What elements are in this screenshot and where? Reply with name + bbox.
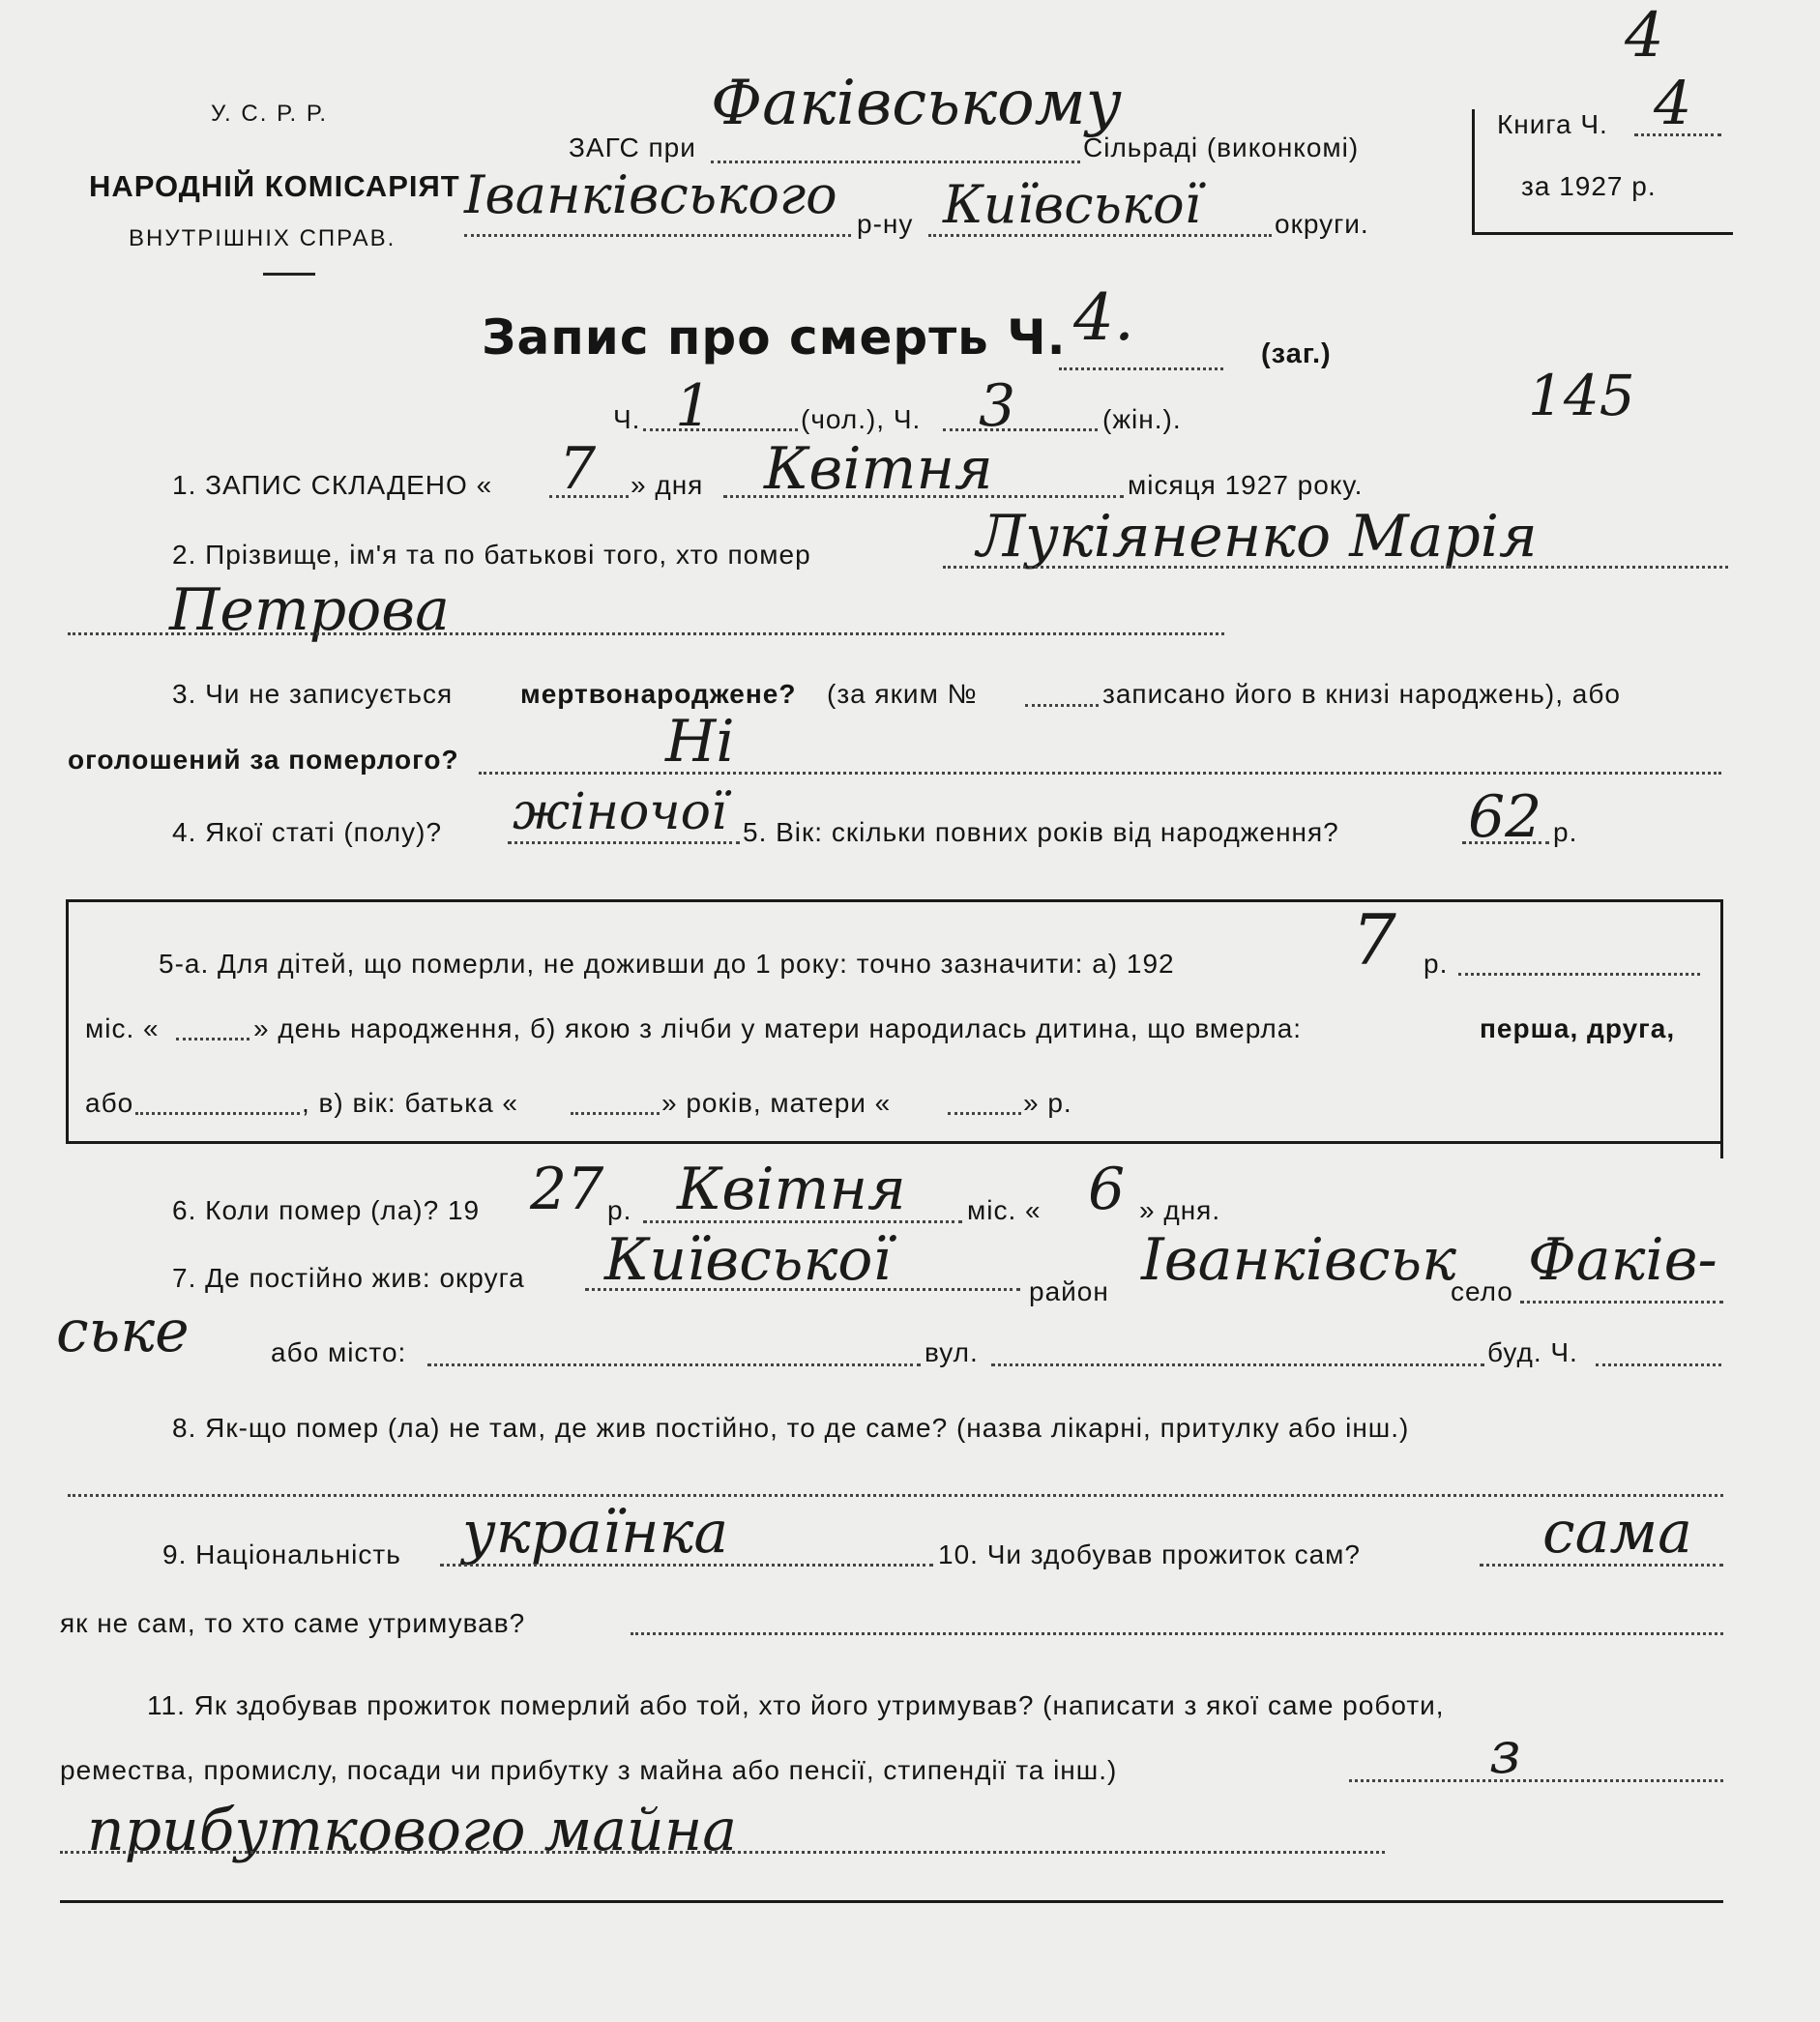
f7-selo2-handwritten: ське [56,1298,190,1365]
okruga-handwritten: Київської [943,174,1201,235]
f10-label: 10. Чи здобував прожиток сам? [938,1539,1361,1569]
f7-selo-line [1520,1301,1723,1304]
f5-handwritten: 62 [1468,783,1542,851]
f6-day-handwritten: 6 [1088,1156,1126,1223]
bottom-rule [60,1900,1723,1903]
f7-okruga-line [585,1288,1020,1291]
rayon-label: р-ну [857,209,914,239]
f3-stillborn: мертвонароджене? [520,679,797,709]
f5a-father-line [571,1112,660,1115]
box-5a-right [1720,899,1723,1158]
f3-label2: (за яким № [827,679,978,709]
f4-line [508,841,740,844]
f2-line2 [68,632,1224,635]
f1-day-handwritten: 7 [559,435,597,503]
f3-number-line [1025,704,1099,707]
f5a-line2-bold: перша, друга, [1480,1013,1676,1043]
f6-mis: міс. « [967,1195,1042,1225]
rayon-handwritten: Іванківського [464,164,837,225]
f5a-other-line [135,1112,300,1115]
f1-day-line [549,495,629,498]
box-5a-top [66,899,1723,902]
rayon-line [464,234,851,237]
f10-handwritten: сама [1542,1499,1692,1567]
f5a-line2b: » день народження, б) якою з лічби у матери народилась дитина, що вмерла: [253,1013,1303,1043]
f8-label: 8. Як-що помер (ла) не там, де жив постійно, то де саме? (назва лікарні, притулку або інш.) [172,1413,1410,1443]
f11-line1: 11. Як здобував прожиток померлий або той, хто його утримував? (написати з якої саме роботи, [147,1690,1445,1720]
f3-line [479,772,1721,775]
zags-line [711,161,1080,163]
f6-month-handwritten: Квітня [677,1156,906,1223]
f3-declared-dead: оголошений за померлого? [68,745,459,775]
f5a-day-line [176,1038,250,1040]
f1-mid: » дня [631,470,704,500]
f4-label: 4. Якої статі (полу)? [172,817,443,847]
commissariat-label: НАРОДНІЙ КОМІСАРІЯТ [89,169,460,203]
f7-label: 7. Де постійно жив: округа [172,1263,525,1293]
margin-number-handwritten: 145 [1528,363,1635,428]
f5a-line1: 5-а. Для дітей, що померли, не доживши до 1 року: точно зазначити: а) 192 [159,949,1175,979]
f7-okruga-handwritten: Київської [604,1226,892,1294]
f9-label: 9. Національність [162,1539,401,1569]
f10-line2-label: як не сам, то хто саме утримував? [60,1608,526,1638]
f5a-line1-rule [1458,973,1700,976]
ch-label: Ч. [613,404,641,434]
internal-affairs-label: ВНУТРІШНІХ СПРАВ. [129,225,396,251]
ussr-label: У. С. Р. Р. [211,101,329,127]
f5a-line3a: або [85,1088,134,1118]
male-label: (чол.), Ч. [801,404,922,434]
f3-handwritten: Ні [665,708,735,776]
book-handwritten: 4 [1654,68,1692,138]
f8-line [68,1494,1723,1497]
f7-vul-line [991,1363,1484,1366]
f5-line [1462,841,1549,844]
f4-handwritten: жіночої [513,783,727,841]
record-number-line [1059,367,1223,370]
f11-top-handwritten: з [1489,1719,1521,1787]
f11-line3 [60,1851,1385,1854]
f1-end: місяця 1927 року. [1128,470,1364,500]
f1-month-line [723,495,1124,498]
f6-label: 6. Коли помер (ла)? 19 [172,1195,481,1225]
f10-line [1480,1564,1723,1567]
f3-label1: 3. Чи не записується [172,679,454,709]
zags-prefix: ЗАГС при [569,132,696,162]
f11-handwritten: прибуткового майна [87,1797,737,1864]
f2-name2-handwritten: Петрова [169,576,450,644]
f11-line2: ремества, промислу, посади чи прибутку з майна або пенсії, стипендії та інш.) [60,1755,1118,1785]
f7-vul-label: вул. [925,1337,979,1367]
zag-label: (заг.) [1261,338,1332,369]
f2-line1 [943,566,1728,569]
header-divider [263,273,315,276]
zags-handwritten: Факівському [711,68,1122,139]
f5a-line3d: » р. [1023,1088,1072,1118]
box-5a-bottom [66,1141,1723,1144]
book-year: за 1927 р. [1521,171,1657,201]
f7-bud-line [1596,1363,1721,1366]
book-box-left [1472,109,1475,233]
f3-label3: записано його в книзі народжень), або [1102,679,1621,709]
f6-month-line [643,1220,962,1223]
f6-year-handwritten: 27 [530,1156,604,1223]
okruga-label: округи. [1275,209,1369,239]
f9-handwritten: українка [462,1499,729,1567]
male-count-line [643,428,798,431]
f1-label: 1. ЗАПИС СКЛАДЕНО « [172,470,493,500]
f5a-line1-end: р. [1424,949,1449,979]
f5a-line2a: міс. « [85,1013,160,1043]
f7-misto-label: або місто: [271,1337,407,1367]
female-count-line [943,428,1098,431]
f5a-year-handwritten: 7 [1352,899,1396,981]
f5a-line3c: » років, матери « [661,1088,892,1118]
record-number-handwritten: 4. [1073,280,1134,355]
f7-selo-handwritten: Факів- [1528,1226,1717,1294]
okruga-line [928,234,1272,237]
book-label: Книга Ч. [1497,109,1608,139]
box-5a-left [66,899,69,1143]
f6-end: » дня. [1139,1195,1221,1225]
f7-rayon-handwritten: Іванківськ [1141,1226,1456,1294]
f5-end: р. [1553,817,1578,847]
f7-selo-label: село [1451,1276,1513,1306]
f5-label: 5. Вік: скільки повних років від народження? [743,817,1339,847]
book-line [1634,133,1721,136]
record-title: Запис про смерть Ч. [482,309,1067,366]
f7-bud-label: буд. Ч. [1487,1337,1578,1367]
book-top-handwritten: 4 [1625,0,1664,72]
f9-line [440,1564,933,1567]
book-box-bottom [1472,232,1733,235]
f2-name-handwritten: Лукіяненко Марія [977,503,1538,571]
male-count-handwritten: 1 [675,372,713,440]
f5a-line3b: , в) вік: батька « [302,1088,518,1118]
f7-misto-line [427,1363,921,1366]
f5a-mother-line [948,1112,1021,1115]
female-count-handwritten: 3 [979,372,1016,440]
f6-r: р. [607,1195,632,1225]
f11-line2-rule [1349,1779,1723,1782]
f7-rayon-label: район [1029,1276,1109,1306]
zags-suffix: Сільраді (виконкомі) [1083,132,1360,162]
f10-line2 [631,1632,1723,1635]
female-label: (жін.). [1102,404,1182,434]
f2-label: 2. Прізвище, ім'я та по батькові того, хто помер [172,540,811,570]
f1-month-handwritten: Квітня [764,435,993,503]
